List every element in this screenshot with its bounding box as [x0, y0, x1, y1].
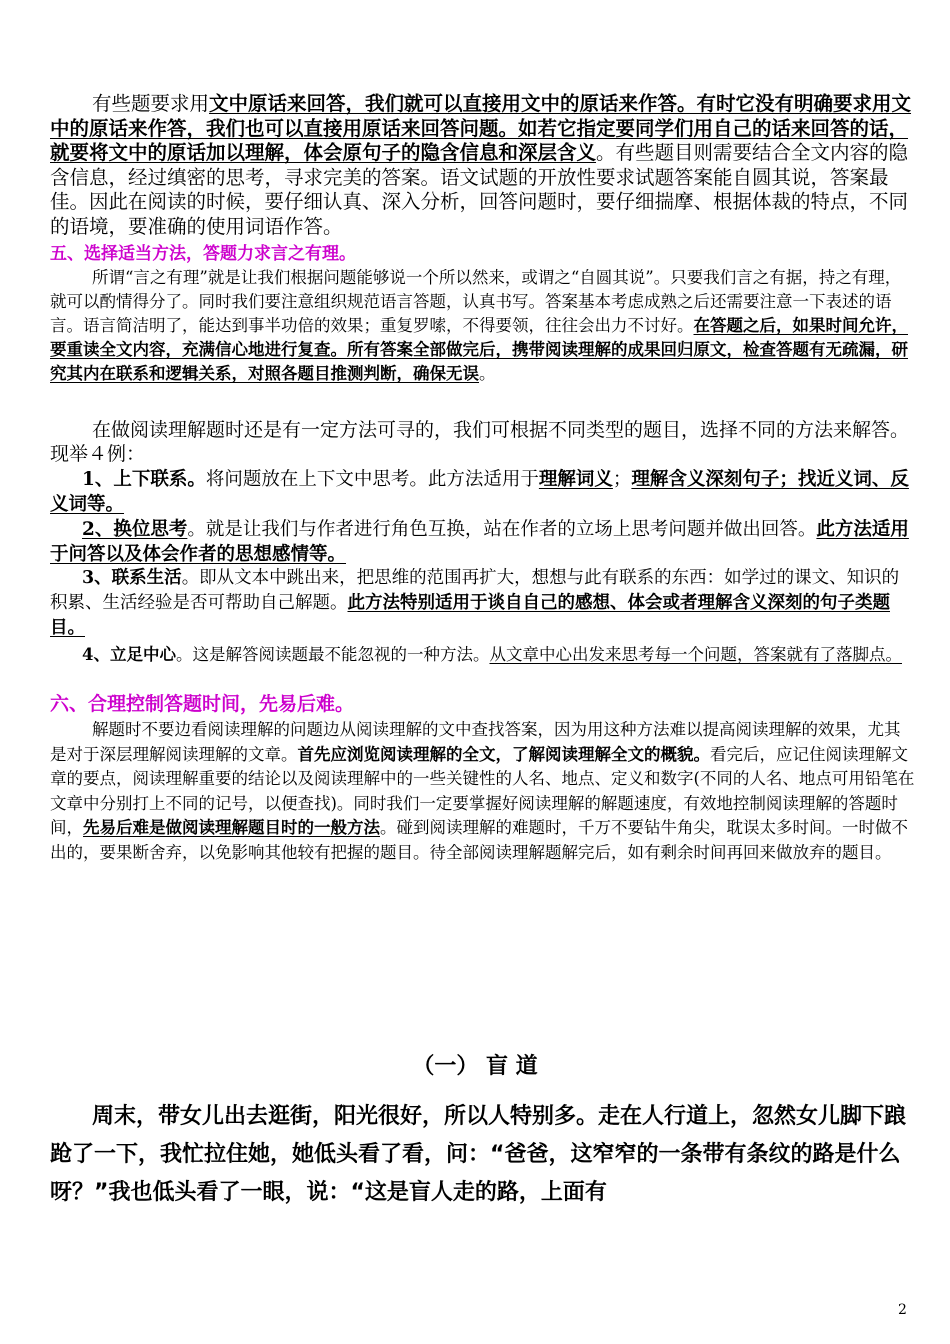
story-paragraph — [50, 1098, 916, 1212]
method-1-emphasis-1: 理解词义 — [538, 469, 613, 490]
method-1-emphasis-2: 理解含义深刻句子；找近义词、反义词等。 — [50, 469, 909, 515]
story-title: （一） 盲 道 — [412, 1054, 538, 1079]
p4-emphasis: 先易后难是做阅读理解题目时的一般方法 — [83, 818, 380, 837]
paragraph-time-control — [50, 718, 916, 865]
p1-text-1: 有些题要求用 — [92, 92, 210, 115]
method-3-text: 。即从文本中跳出来，把思维的范围再扩大，想想与此有联系的东西：如学过的课文、知识的积累、生活经验是否可帮助自己解题。 — [50, 568, 900, 613]
page-number: 2 — [898, 1302, 907, 1318]
p4-bold: 首先应浏览阅读理解的全文，了解阅读理解全文的概貌。 — [297, 744, 710, 764]
method-1 — [50, 467, 916, 517]
method-4-title: 4、立足中心 — [82, 645, 176, 664]
paragraph-reasoning — [50, 266, 916, 386]
method-2-title: 2、换位思考 — [82, 519, 188, 540]
method-1-separator: ； — [612, 469, 632, 490]
paragraph-answer-with-original-text — [50, 92, 916, 239]
method-1-title: 1、上下联系。 — [82, 469, 206, 490]
method-2-emphasis: 此方法适用于问答以及体会作者的思想感情等。 — [50, 519, 909, 565]
p2-emphasis: 在答题之后，如果时间允许，要重读全文内容，充满信心地进行复查。所有答案全部做完后，携带阅读理解的成果回归原文，检查答题有无疏漏，研究其内在联系和逻辑关系，对照各题目推测判断，确保无误 — [50, 316, 908, 383]
method-2-text: 。就是让我们与作者进行角色互换，站在作者的立场上思考问题并做出回答。 — [187, 519, 817, 540]
p3-text: 在做阅读理解题时还是有一定方法可寻的，我们可根据不同类型的题目，选择不同的方法来解答。现举４例： — [50, 419, 910, 465]
method-2 — [50, 517, 916, 567]
p4-text-1: 解题时不要边看阅读理解的问题边从阅读理解的文中查找答案，因为用这种方法难以提高阅读理解的效果，尤其是对于深层理解阅读理解的文章。 — [50, 720, 901, 764]
p2-text-2: 。 — [479, 364, 496, 383]
method-3 — [50, 566, 916, 641]
p2-text-1: 所谓“言之有理”就是让我们根据问题能够说一个所以然来，或谓之“自圆其说”。只要我们言之有据，持之有理，就可以酌情得分了。同时我们要注意组织规范语言答题，认真书写。答案基本考虑成熟之后还需要注意一下表述的语言。语言简洁明了，能达到事半功倍的效果；重复罗嗦，不得要领，往往会出力不讨好。 — [50, 268, 902, 335]
method-4-emphasis: 从文章中心出发来思考每一个问题，答案就有了落脚点。 — [489, 645, 902, 664]
section-heading-5: 五、选择适当方法，答题力求言之有理。 — [50, 244, 356, 264]
method-4-text: 。这是解答阅读题最不能忽视的一种方法。 — [175, 645, 490, 664]
method-4 — [50, 643, 916, 667]
section-heading-6: 六、合理控制答题时间，先易后难。 — [50, 693, 355, 715]
method-3-emphasis: 此方法特别适用于谈自自己的感想、体会或者理解含义深刻的句子类题目。 — [50, 593, 890, 638]
p1-emphasis: 文中原话来回答，我们就可以直接用文中的原话来作答。有时它没有明确要求用文中的原话来作答，我们也可以直接用原话来回答问题。如若它指定要同学们用自己的话来回答的话，就要将文中的原话加以理解，体会原句子的隐含信息和深层含义 — [50, 92, 912, 164]
p1-text-2: 。有些题目则需要结合全文内容的隐含信息，经过缜密的思考，寻求完美的答案。语文试题的开放性要求试题答案能自圆其说，答案最佳。因此在阅读的时候，要仔细认真、深入分析，回答问题时，要仔细揣摩、根据体裁的特点，不同的语境，要准确的使用词语作答。 — [50, 141, 909, 238]
p4-text-3: 。碰到阅读理解的难题时，千万不要钻牛角尖，耽误太多时间。一时做不出的，要果断舍弃，以免影响其他较有把握的题目。待全部阅读理解题解完后，如有剩余时间再回来做放弃的题目。 — [50, 818, 908, 862]
method-1-text: 将问题放在上下文中思考。此方法适用于 — [205, 469, 539, 490]
story-text: 周末，带女儿出去逛街，阳光很好，所以人特别多。走在人行道上，忽然女儿脚下踉跄了一下，我忙拉住她，她低头看了看，问：“爸爸，这窄窄的一条带有条纹的路是什么呀？”我也低头看了一眼，说：“这是盲人走的路，上面有 — [50, 1104, 907, 1205]
paragraph-methods-intro — [50, 418, 916, 466]
method-3-title: 3、联系生活 — [82, 568, 182, 588]
p4-text-2: 看完后，应记住阅读理解文章的要点，阅读理解重要的结论以及阅读理解中的一些关键性的人名、地点、定义和数字(不同的人名、地点可用铅笔在文章中分别打上不同的记号，以便查找)。同时我们一定要掌握好阅读理解的解题速度，有效地控制阅读理解的答题时间， — [50, 744, 915, 837]
